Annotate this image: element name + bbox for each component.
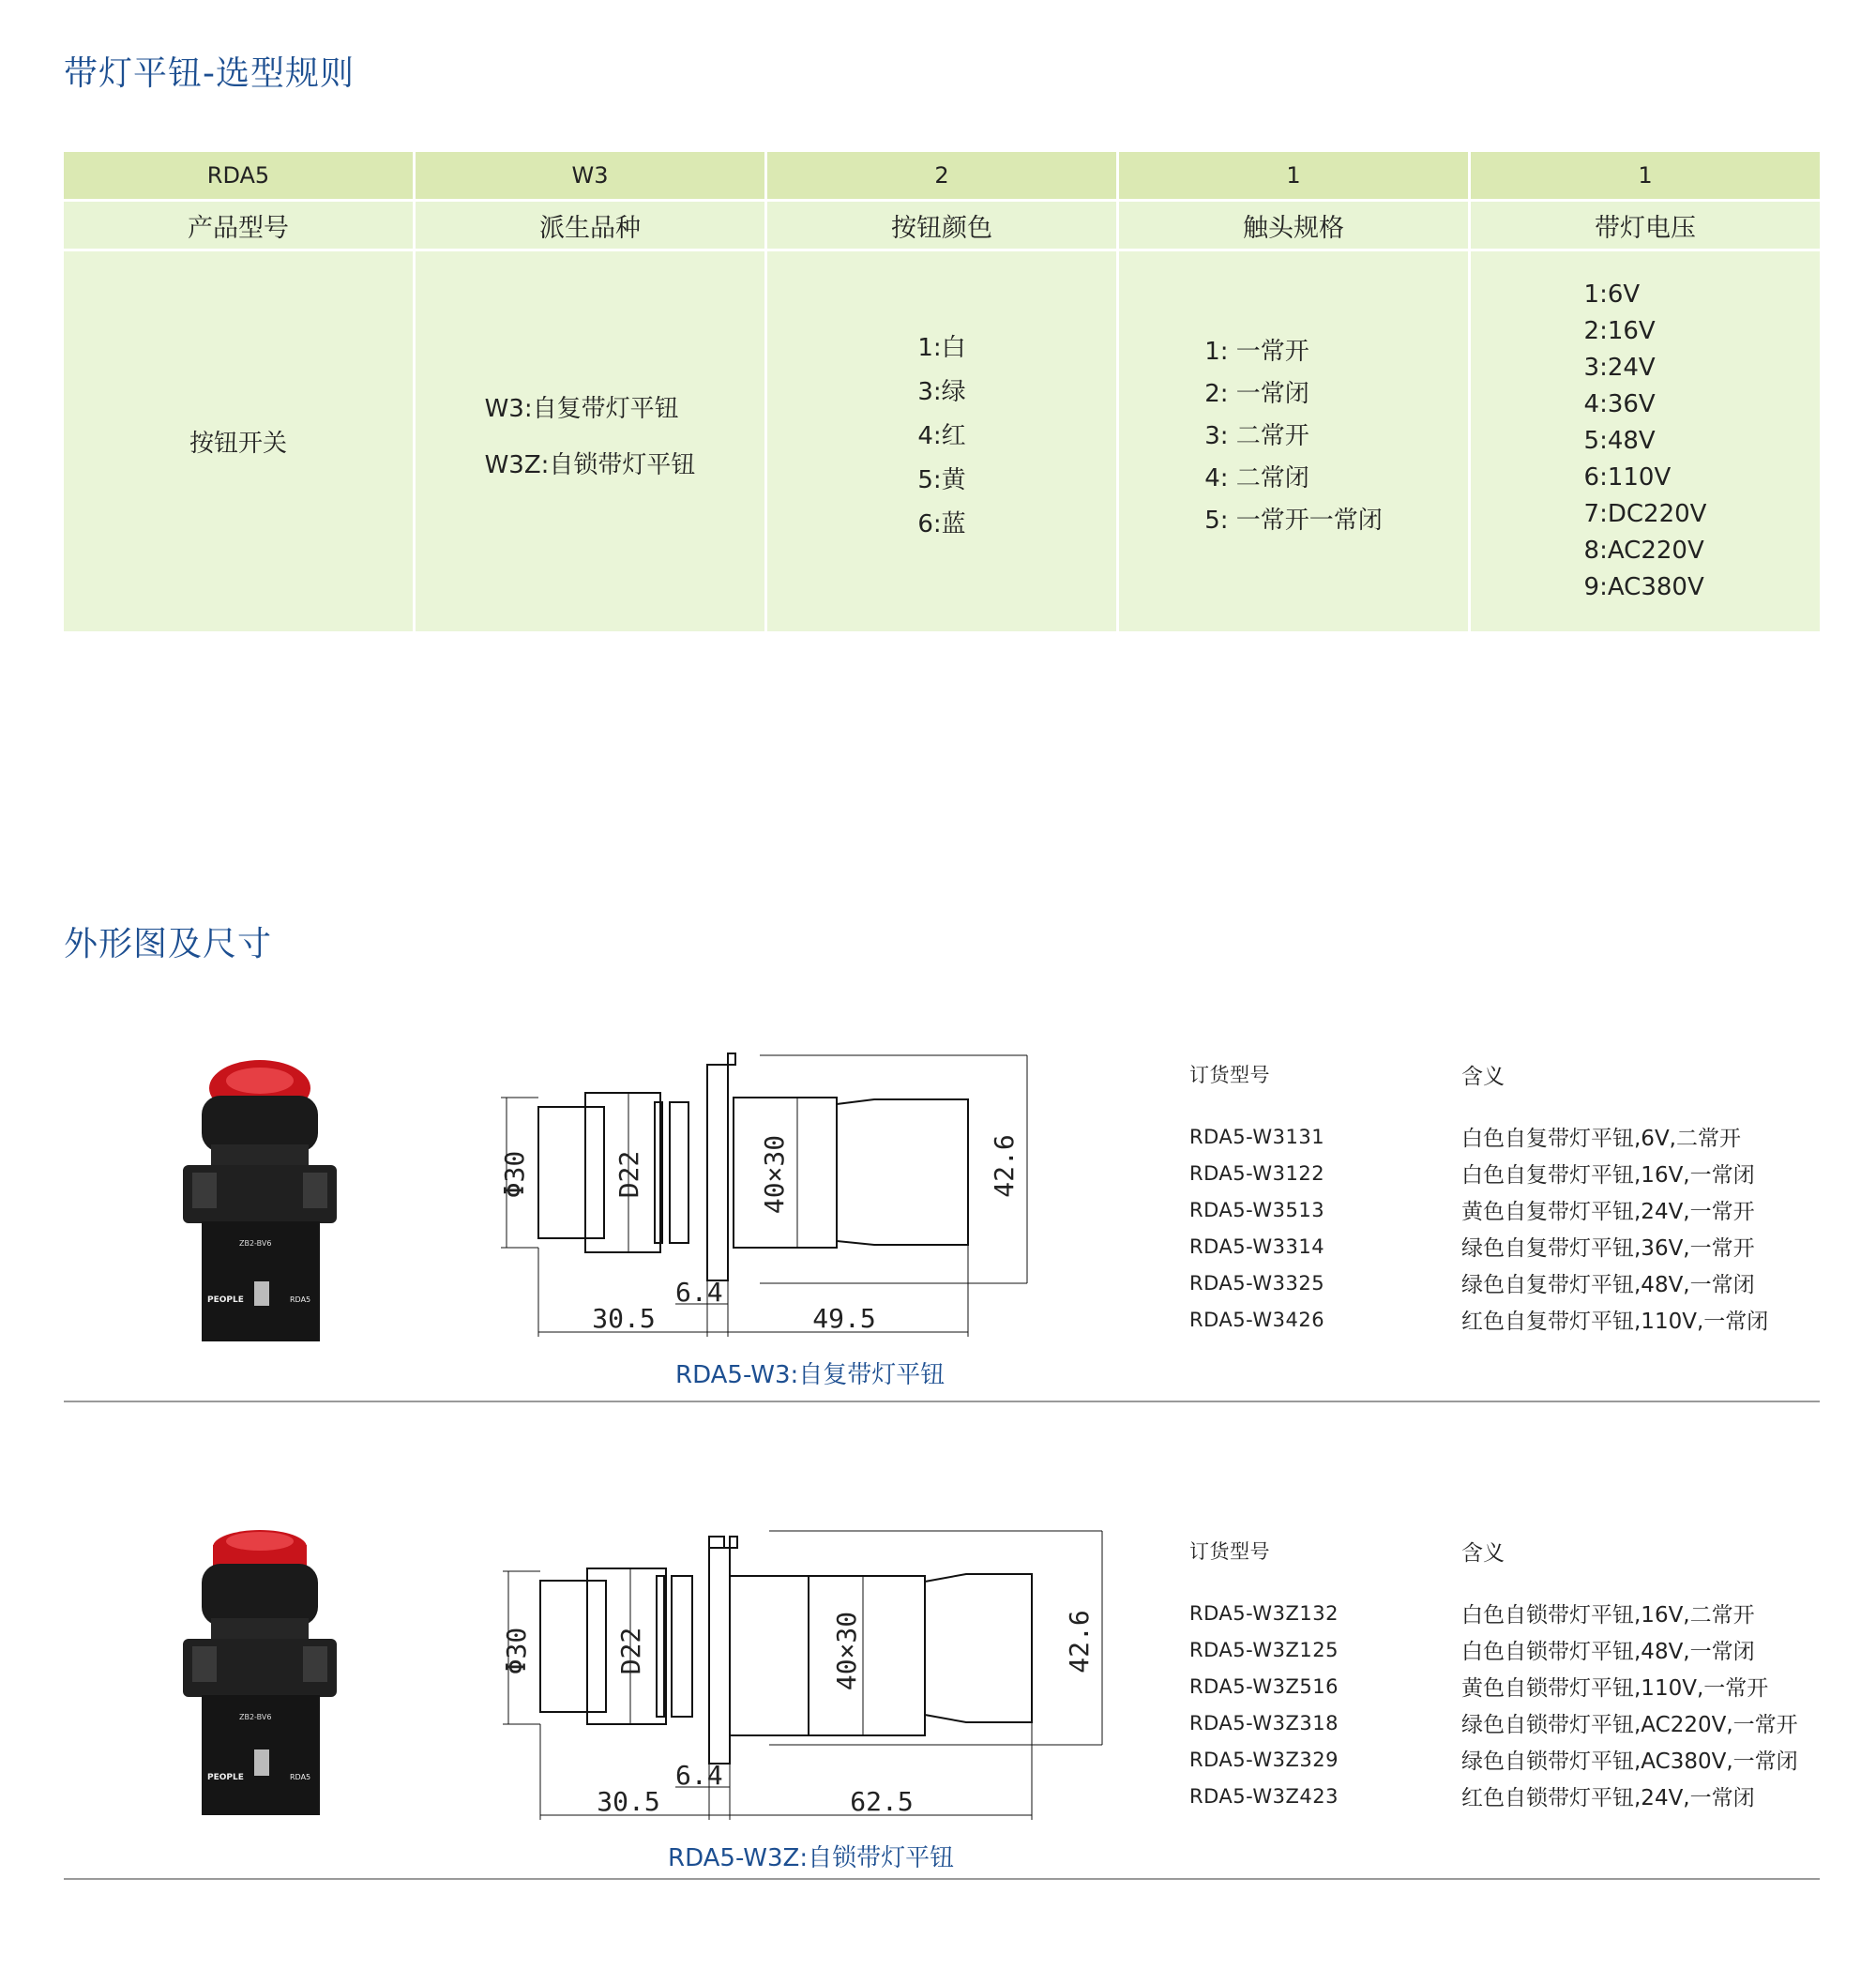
order-code: RDA5-W3122 xyxy=(1189,1161,1325,1185)
contact-option: 1: 一常开 xyxy=(1204,338,1309,366)
dim-diameter: Φ30 xyxy=(499,1150,530,1199)
voltage-option: 2:16V xyxy=(1583,317,1656,345)
voltage-option: 9:AC380V xyxy=(1583,573,1704,601)
order-code: RDA5-W3325 xyxy=(1189,1271,1325,1295)
header-button-color: 按钮颜色 xyxy=(767,202,1116,249)
order-meaning: 绿色自锁带灯平钮,AC380V,一常闭 xyxy=(1461,1749,1798,1774)
order-code-header: 订货型号 xyxy=(1189,1540,1270,1563)
dim-back-length: 49.5 xyxy=(812,1303,876,1334)
dim-front-length: 30.5 xyxy=(597,1786,660,1817)
meaning-header: 含义 xyxy=(1461,1540,1505,1566)
selection-table xyxy=(64,152,1820,631)
voltage-option: 4:36V xyxy=(1583,390,1656,418)
header-variant: 派生品种 xyxy=(416,202,764,249)
dim-d22: D22 xyxy=(615,1627,646,1675)
drawing-caption-w3: RDA5-W3:自复带灯平钮 xyxy=(675,1361,946,1389)
color-option: 4:红 xyxy=(917,422,966,450)
header-lamp-voltage: 带灯电压 xyxy=(1471,202,1820,249)
order-code: RDA5-W3Z329 xyxy=(1189,1748,1339,1771)
order-row xyxy=(1189,1595,1827,1631)
order-code: RDA5-W3Z423 xyxy=(1189,1784,1339,1808)
code-cell-color: 2 xyxy=(767,152,1116,199)
variant-option: W3:自复带灯平钮 xyxy=(484,394,679,423)
dim-square: 40×30 xyxy=(759,1134,790,1215)
dim-height: 42.6 xyxy=(1064,1610,1095,1674)
photo-label-brand: PEOPLE xyxy=(207,1295,244,1305)
drawing-caption-w3z: RDA5-W3Z:自锁带灯平钮 xyxy=(668,1844,955,1872)
dim-flange: 6.4 xyxy=(675,1277,723,1308)
contact-options xyxy=(1119,251,1468,631)
order-row xyxy=(1189,1301,1827,1338)
product-photo-w3 xyxy=(174,1051,342,1351)
voltage-option: 8:AC220V xyxy=(1583,537,1704,565)
dim-height: 42.6 xyxy=(989,1134,1020,1198)
order-row xyxy=(1189,1191,1827,1228)
code-cell-variant: W3 xyxy=(416,152,764,199)
order-meaning: 白色自锁带灯平钮,16V,二常开 xyxy=(1461,1603,1755,1628)
selection-title: 带灯平钮-选型规则 xyxy=(64,54,355,93)
dim-d22: D22 xyxy=(613,1150,644,1199)
voltage-option: 3:24V xyxy=(1583,354,1656,382)
order-meaning: 绿色自锁带灯平钮,AC220V,一常开 xyxy=(1461,1713,1798,1737)
dim-back-length: 62.5 xyxy=(850,1786,914,1817)
order-meaning: 白色自复带灯平钮,6V,二常开 xyxy=(1461,1127,1741,1151)
order-row xyxy=(1189,1118,1827,1155)
order-code: RDA5-W3131 xyxy=(1189,1125,1325,1148)
code-cell-voltage: 1 xyxy=(1471,152,1820,199)
order-meaning: 黄色自锁带灯平钮,110V,一常开 xyxy=(1461,1676,1769,1701)
order-row xyxy=(1189,1631,1827,1668)
section-divider xyxy=(64,1401,1820,1402)
code-cell-model: RDA5 xyxy=(64,152,413,199)
voltage-option: 1:6V xyxy=(1583,280,1641,309)
order-row xyxy=(1189,1704,1827,1741)
order-code: RDA5-W3Z318 xyxy=(1189,1711,1339,1734)
order-code: RDA5-W3314 xyxy=(1189,1234,1325,1258)
color-option: 5:黄 xyxy=(917,466,966,494)
variant-option: W3Z:自锁带灯平钮 xyxy=(484,450,696,479)
order-row xyxy=(1189,1265,1827,1301)
dimension-drawing-w3 xyxy=(488,1046,1051,1346)
voltage-option: 5:48V xyxy=(1583,427,1656,455)
color-option: 1:白 xyxy=(917,334,966,362)
contact-option: 3: 二常开 xyxy=(1204,422,1309,450)
code-cell-contact: 1 xyxy=(1119,152,1468,199)
order-row xyxy=(1189,1155,1827,1191)
meaning-header: 含义 xyxy=(1461,1064,1505,1089)
section-divider xyxy=(64,1878,1820,1880)
photo-label-series: RDA5 xyxy=(290,1773,311,1781)
order-meaning: 白色自复带灯平钮,16V,一常闭 xyxy=(1461,1163,1755,1188)
header-product-type: 产品型号 xyxy=(64,202,413,249)
photo-label-series: RDA5 xyxy=(290,1295,311,1304)
photo-label-brand: PEOPLE xyxy=(207,1773,244,1782)
product-type-value xyxy=(64,251,413,631)
photo-label-base: ZB2-BV6 xyxy=(239,1713,272,1721)
color-option: 6:蓝 xyxy=(917,510,966,538)
order-table-w3z xyxy=(1189,1532,1827,1814)
contact-option: 5: 一常开一常闭 xyxy=(1204,507,1383,535)
order-row xyxy=(1189,1778,1827,1814)
order-code: RDA5-W3Z516 xyxy=(1189,1674,1339,1698)
photo-label-base: ZB2-BV6 xyxy=(239,1239,272,1248)
order-meaning: 红色自复带灯平钮,110V,一常闭 xyxy=(1461,1310,1769,1334)
color-options xyxy=(767,251,1116,631)
dimension-drawing-w3z xyxy=(488,1520,1126,1829)
order-meaning: 白色自锁带灯平钮,48V,一常闭 xyxy=(1461,1640,1755,1664)
dimensions-title: 外形图及尺寸 xyxy=(64,925,273,963)
order-row xyxy=(1189,1668,1827,1704)
dim-diameter: Φ30 xyxy=(501,1627,532,1675)
voltage-options xyxy=(1471,251,1820,631)
product-type-text: 按钮开关 xyxy=(189,430,287,458)
variant-options xyxy=(416,251,764,631)
dim-square: 40×30 xyxy=(831,1611,862,1691)
contact-option: 4: 二常闭 xyxy=(1204,464,1309,492)
order-code-header: 订货型号 xyxy=(1189,1064,1270,1086)
order-code: RDA5-W3513 xyxy=(1189,1198,1325,1221)
product-photo-w3z xyxy=(174,1524,342,1825)
order-meaning: 黄色自复带灯平钮,24V,一常开 xyxy=(1461,1200,1755,1224)
color-option: 3:绿 xyxy=(917,378,966,406)
order-code: RDA5-W3Z125 xyxy=(1189,1638,1339,1661)
order-meaning: 绿色自复带灯平钮,48V,一常闭 xyxy=(1461,1273,1755,1297)
order-code: RDA5-W3426 xyxy=(1189,1308,1325,1331)
order-code: RDA5-W3Z132 xyxy=(1189,1601,1339,1625)
order-meaning: 红色自锁带灯平钮,24V,一常闭 xyxy=(1461,1786,1755,1810)
order-table-w3 xyxy=(1189,1055,1827,1338)
order-row xyxy=(1189,1228,1827,1265)
dim-front-length: 30.5 xyxy=(592,1303,656,1334)
contact-option: 2: 一常闭 xyxy=(1204,380,1309,408)
dim-flange: 6.4 xyxy=(675,1760,723,1791)
order-row xyxy=(1189,1741,1827,1778)
voltage-option: 7:DC220V xyxy=(1583,500,1707,528)
header-contact-spec: 触头规格 xyxy=(1119,202,1468,249)
voltage-option: 6:110V xyxy=(1583,463,1672,492)
order-meaning: 绿色自复带灯平钮,36V,一常开 xyxy=(1461,1236,1755,1261)
